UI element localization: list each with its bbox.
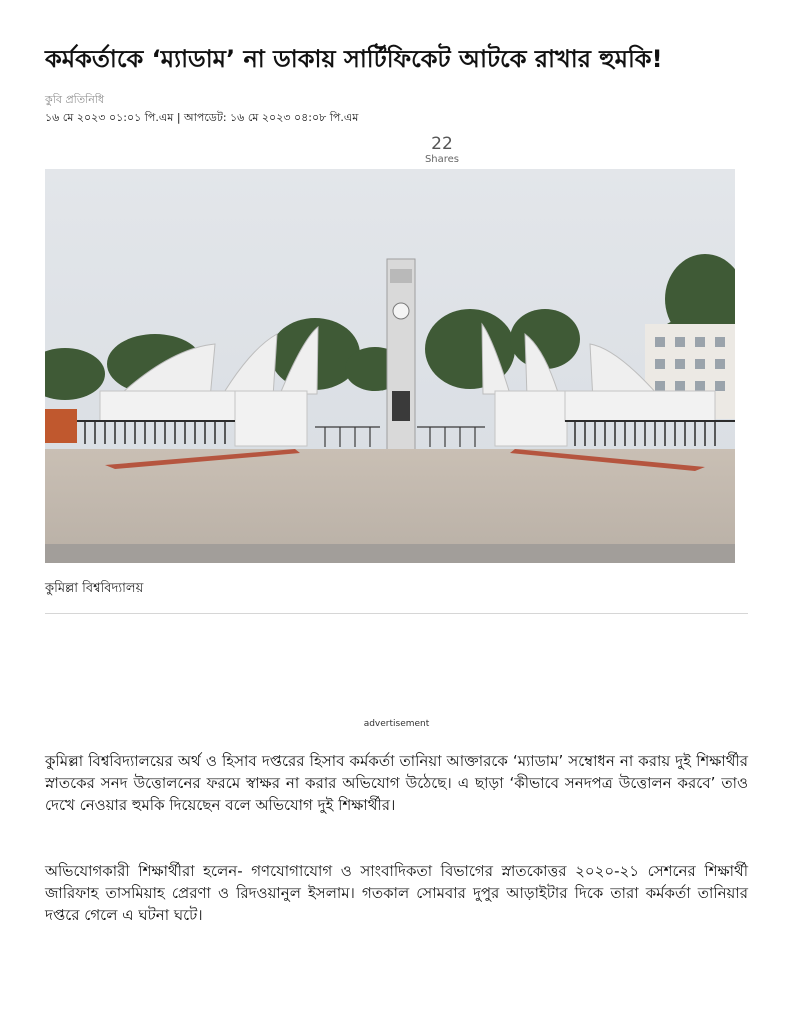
article-dateline: ১৬ মে ২০২৩ ০১:০১ পি.এম | আপডেট: ১৬ মে ২০২৩ ০৪:০৮ পি.এম [45,111,359,124]
share-counter[interactable] [412,134,472,166]
photo-caption: কুমিল্লা বিশ্ববিদ্যালয় [45,581,144,596]
article-paragraph-1: কুমিল্লা বিশ্ববিদ্যালয়ের অর্থ ও হিসাব দপ্তরের হিসাব কর্মকর্তা তানিয়া আক্তারকে ‘ম্যাডাম’ সম্বোধন না করায় দুই শিক্ষার্থীর স্নাতকের সনদ উত্তোলনের ফরমে স্বাক্ষর না করার অভিযোগ উঠেছে। এ ছাড়া ‘কীভাবে সনদপত্র উত্তোলন করবে’ তাও দেখে নেওয়ার হুমকি দিয়েছেন বলে অভিযোগ দুই শিক্ষার্থীর। [45,752,748,814]
article-paragraph-2: অভিযোগকারী শিক্ষার্থীরা হলেন- গণযোগাযোগ ও সাংবাদিকতা বিভাগের স্নাতকোত্তর ২০২০-২১ সেশনের শিক্ষার্থী জারিফাহ তাসমিয়াহ প্রেরণা ও রিদওয়ানুল ইসলাম। গতকাল সোমবার দুপুর আড়াইটার দিকে তারা কর্মকর্তা তানিয়ার দপ্তরে গেলে এ ঘটনা ঘটে। [45,862,748,924]
divider [45,613,748,614]
share-count: 22 [431,134,453,154]
article-byline[interactable]: কুবি প্রতিনিধি [45,93,105,106]
university-gate-photo [45,169,735,563]
share-label: Shares [424,154,460,165]
advertisement-label: advertisement [363,719,430,729]
article-headline: কর্মকর্তাকে ‘ম্যাডাম’ না ডাকায় সার্টিফিকেট আটকে রাখার হুমকি! [45,45,663,73]
article-photo [45,169,735,563]
